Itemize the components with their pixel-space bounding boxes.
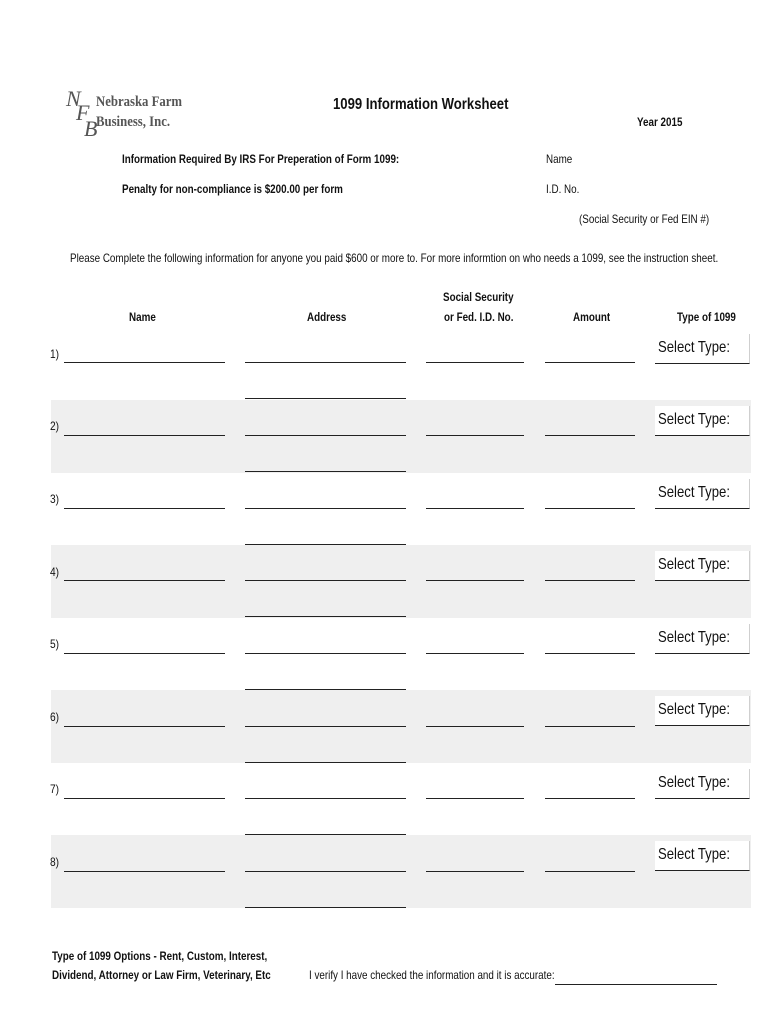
row-number: 2): [50, 419, 60, 433]
options-line1: Type of 1099 Options - Rent, Custom, Interest,: [52, 949, 268, 963]
address-input-line1[interactable]: [245, 780, 406, 799]
type-select-value: Select Type:: [658, 774, 730, 791]
id-label: I.D. No.: [546, 182, 580, 196]
ssn-input[interactable]: [426, 635, 524, 654]
address-input-line2[interactable]: [245, 889, 406, 908]
column-header-name: Name: [129, 310, 156, 324]
type-select-value: Select Type:: [658, 629, 730, 646]
column-header-amount: Amount: [573, 310, 611, 324]
address-input-line2[interactable]: [245, 744, 406, 763]
options-line2: Dividend, Attorney or Law Firm, Veterinary, Etc: [52, 968, 271, 982]
ssn-input[interactable]: [426, 853, 524, 872]
address-input-line2[interactable]: [245, 816, 406, 835]
amount-input[interactable]: [545, 562, 635, 581]
row-number: 6): [50, 710, 60, 724]
amount-input[interactable]: [545, 853, 635, 872]
address-input-line2[interactable]: [245, 453, 406, 472]
column-header-address: Address: [307, 310, 347, 324]
row-number: 4): [50, 565, 60, 579]
logo-line1: Nebraska Farm: [96, 94, 183, 110]
row-number: 5): [50, 637, 60, 651]
logo-monogram-n: N: [66, 86, 81, 111]
amount-input[interactable]: [545, 490, 635, 509]
row-number: 7): [50, 782, 60, 796]
info-required-text: Information Required By IRS For Preperation of Form 1099:: [122, 152, 400, 166]
ssn-input[interactable]: [426, 344, 524, 363]
name-input[interactable]: [64, 417, 225, 436]
ssn-input[interactable]: [426, 708, 524, 727]
type-select-value: Select Type:: [658, 411, 730, 428]
address-input-line2[interactable]: [245, 671, 406, 690]
address-input-line1[interactable]: [245, 635, 406, 654]
address-input-line1[interactable]: [245, 853, 406, 872]
company-logo: [62, 86, 182, 146]
name-input[interactable]: [64, 344, 225, 363]
type-select-value: Select Type:: [658, 339, 730, 356]
amount-input[interactable]: [545, 708, 635, 727]
amount-input[interactable]: [545, 635, 635, 654]
address-input-line1[interactable]: [245, 417, 406, 436]
column-header-type: Type of 1099: [677, 310, 736, 324]
type-select[interactable]: [655, 624, 750, 654]
type-select[interactable]: [655, 479, 750, 509]
name-input[interactable]: [64, 780, 225, 799]
id-note: (Social Security or Fed EIN #): [579, 212, 710, 226]
address-input-line1[interactable]: [245, 708, 406, 727]
row-number: 1): [50, 347, 60, 361]
address-input-line2[interactable]: [245, 598, 406, 617]
type-select[interactable]: [655, 551, 750, 581]
amount-input[interactable]: [545, 417, 635, 436]
column-header-ssn-line1: Social Security: [443, 290, 514, 304]
ssn-input[interactable]: [426, 780, 524, 799]
logo-monogram-b: B: [84, 116, 98, 141]
type-select[interactable]: [655, 769, 750, 799]
page-title: 1099 Information Worksheet: [333, 96, 509, 113]
type-select-value: Select Type:: [658, 484, 730, 501]
amount-input[interactable]: [545, 344, 635, 363]
type-select-value: Select Type:: [658, 556, 730, 573]
logo-line2: Business, Inc.: [96, 114, 171, 130]
penalty-text: Penalty for non-compliance is $200.00 per form: [122, 182, 343, 196]
ssn-input[interactable]: [426, 562, 524, 581]
name-label: Name: [546, 152, 573, 166]
type-select-value: Select Type:: [658, 701, 730, 718]
name-input[interactable]: [64, 708, 225, 727]
column-header-ssn-line2: or Fed. I.D. No.: [444, 310, 514, 324]
row-number: 3): [50, 492, 60, 506]
address-input-line1[interactable]: [245, 490, 406, 509]
verify-text: I verify I have checked the information and it is accurate:: [309, 968, 555, 982]
name-input[interactable]: [64, 853, 225, 872]
address-input-line2[interactable]: [245, 526, 406, 545]
year-label: Year 2015: [637, 115, 683, 129]
address-input-line1[interactable]: [245, 344, 406, 363]
ssn-input[interactable]: [426, 490, 524, 509]
type-select[interactable]: [655, 841, 750, 871]
name-input[interactable]: [64, 490, 225, 509]
ssn-input[interactable]: [426, 417, 524, 436]
name-input[interactable]: [64, 635, 225, 654]
address-input-line2[interactable]: [245, 380, 406, 399]
type-select-value: Select Type:: [658, 846, 730, 863]
type-select[interactable]: [655, 334, 750, 364]
signature-input[interactable]: [555, 966, 717, 985]
row-number: 8): [50, 855, 60, 869]
type-select[interactable]: [655, 406, 750, 436]
logo-monogram-f: F: [76, 100, 90, 125]
instructions-text: Please Complete the following information for anyone you paid $600 or more to. For more informtion on who needs a 1099, see the instruction sheet.: [70, 251, 719, 265]
type-select[interactable]: [655, 696, 750, 726]
address-input-line1[interactable]: [245, 562, 406, 581]
amount-input[interactable]: [545, 780, 635, 799]
name-input[interactable]: [64, 562, 225, 581]
